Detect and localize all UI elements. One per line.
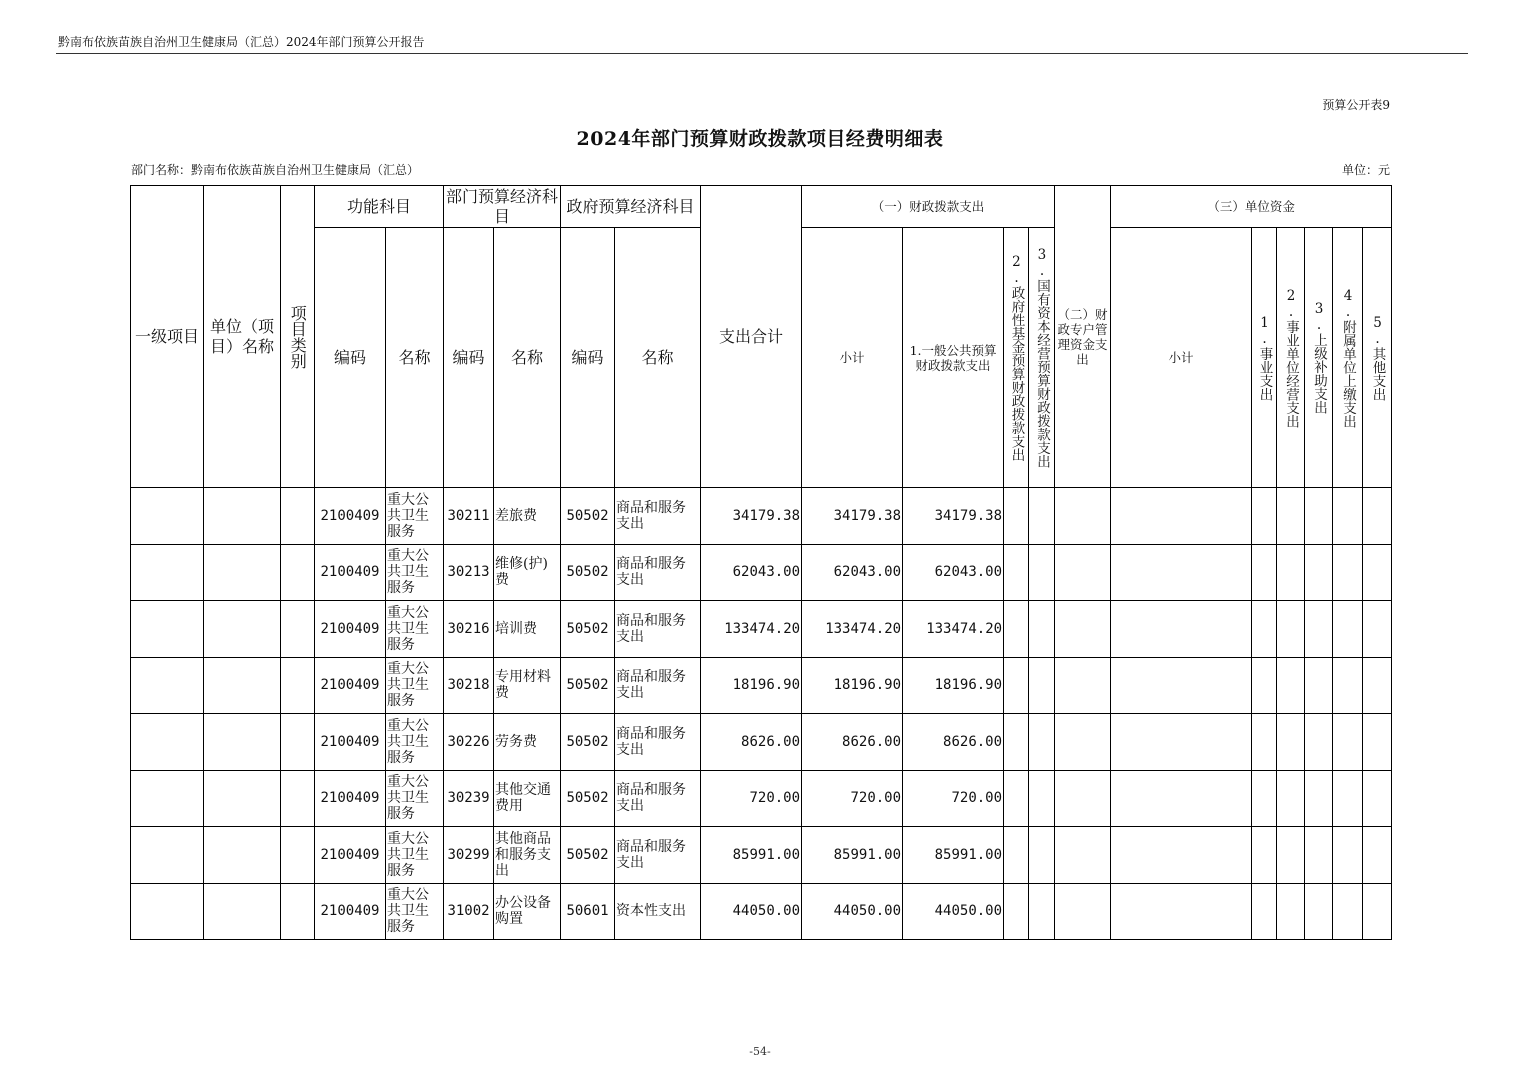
cell-business-exp: [1277, 714, 1305, 771]
cell-unit-subtotal: [1111, 601, 1252, 658]
cell-func-name: 重大公共卫生服务: [386, 770, 444, 827]
header-dept-name: 名称: [494, 228, 561, 488]
budget-table: [130, 185, 1392, 940]
cell-dept-name: 培训费: [494, 601, 561, 658]
cell-gov-code: 50502: [561, 601, 615, 658]
cell-dept-code: 30213: [444, 544, 494, 601]
cell-unit-subtotal: [1111, 488, 1252, 545]
cell-func-code: 2100409: [315, 827, 386, 884]
cell-project-type: [281, 714, 315, 771]
cell-unit-name: [204, 544, 281, 601]
cell-func-code: 2100409: [315, 883, 386, 940]
cell-state-capital: [1029, 657, 1055, 714]
cell-subsidy-exp: [1305, 827, 1333, 884]
table-row: [131, 488, 1392, 545]
cell-unit-subtotal: [1111, 770, 1252, 827]
header-unit-name: 单位（项目）名称: [204, 186, 281, 488]
header-rule: [56, 53, 1468, 54]
cell-gov-name: 商品和服务支出: [615, 601, 701, 658]
header-function-subject: 功能科目: [315, 186, 444, 228]
cell-special-mgmt: [1055, 544, 1111, 601]
cell-level1-project: [131, 601, 204, 658]
cell-gov-name: 资本性支出: [615, 883, 701, 940]
page-title: 2024年部门预算财政拨款项目经费明细表: [576, 128, 944, 150]
cell-func-name: 重大公共卫生服务: [386, 544, 444, 601]
table-row: [131, 544, 1392, 601]
cell-dept-name: 其他商品和服务支出: [494, 827, 561, 884]
cell-other-exp: [1363, 770, 1392, 827]
cell-dept-code: 30226: [444, 714, 494, 771]
cell-gov-fund: [1004, 827, 1029, 884]
cell-other-exp: [1363, 488, 1392, 545]
cell-subsidy-exp: [1305, 657, 1333, 714]
cell-business-exp: [1277, 601, 1305, 658]
cell-affiliate-exp: [1333, 488, 1363, 545]
cell-gov-fund: [1004, 770, 1029, 827]
cell-affiliate-exp: [1333, 544, 1363, 601]
cell-subsidy-exp: [1305, 601, 1333, 658]
cell-gov-fund: [1004, 883, 1029, 940]
cell-subsidy-exp: [1305, 488, 1333, 545]
cell-gov-fund: [1004, 657, 1029, 714]
cell-project-type: [281, 601, 315, 658]
cell-dept-name: 维修(护)费: [494, 544, 561, 601]
cell-career-exp: [1252, 883, 1277, 940]
cell-unit-name: [204, 714, 281, 771]
cell-general-budget: 62043.00: [903, 544, 1004, 601]
cell-unit-subtotal: [1111, 883, 1252, 940]
header-unit-subtotal: 小计: [1111, 228, 1252, 488]
cell-unit-subtotal: [1111, 544, 1252, 601]
cell-other-exp: [1363, 601, 1392, 658]
cell-gov-name: 商品和服务支出: [615, 657, 701, 714]
table-code: 预算公开表9: [1322, 98, 1390, 112]
cell-gov-name: 商品和服务支出: [615, 488, 701, 545]
cell-dept-name: 差旅费: [494, 488, 561, 545]
cell-dept-code: 30299: [444, 827, 494, 884]
cell-affiliate-exp: [1333, 714, 1363, 771]
cell-total: 133474.20: [701, 601, 802, 658]
cell-project-type: [281, 488, 315, 545]
header-business-exp: 2.事业单位经营支出: [1277, 228, 1305, 488]
header-level1-project: 一级项目: [131, 186, 204, 488]
cell-gov-code: 50502: [561, 544, 615, 601]
header-gov-econ-subject: 政府预算经济科目: [561, 186, 701, 228]
cell-func-name: 重大公共卫生服务: [386, 714, 444, 771]
cell-total: 62043.00: [701, 544, 802, 601]
cell-business-exp: [1277, 544, 1305, 601]
cell-func-name: 重大公共卫生服务: [386, 827, 444, 884]
cell-fiscal-subtotal: 34179.38: [802, 488, 903, 545]
cell-business-exp: [1277, 657, 1305, 714]
cell-level1-project: [131, 714, 204, 771]
cell-business-exp: [1277, 488, 1305, 545]
cell-gov-fund: [1004, 488, 1029, 545]
cell-unit-name: [204, 488, 281, 545]
cell-level1-project: [131, 770, 204, 827]
cell-func-name: 重大公共卫生服务: [386, 488, 444, 545]
cell-gov-code: 50502: [561, 657, 615, 714]
cell-state-capital: [1029, 601, 1055, 658]
cell-general-budget: 133474.20: [903, 601, 1004, 658]
department-name: 部门名称：黔南布依族苗族自治州卫生健康局（汇总）: [131, 163, 420, 177]
cell-level1-project: [131, 883, 204, 940]
cell-total: 8626.00: [701, 714, 802, 771]
cell-total: 44050.00: [701, 883, 802, 940]
cell-career-exp: [1252, 657, 1277, 714]
cell-total: 18196.90: [701, 657, 802, 714]
table-row: [131, 770, 1392, 827]
cell-dept-name: 专用材料费: [494, 657, 561, 714]
cell-gov-fund: [1004, 544, 1029, 601]
cell-fiscal-subtotal: 18196.90: [802, 657, 903, 714]
cell-fiscal-subtotal: 85991.00: [802, 827, 903, 884]
cell-total: 34179.38: [701, 488, 802, 545]
header-fiscal-group: （一）财政拨款支出: [802, 186, 1055, 228]
table-row: [131, 714, 1392, 771]
header-func-code: 编码: [315, 228, 386, 488]
cell-total: 720.00: [701, 770, 802, 827]
header-state-capital: 3.国有资本经营预算财政拨款支出: [1029, 228, 1055, 488]
cell-level1-project: [131, 544, 204, 601]
cell-gov-name: 商品和服务支出: [615, 714, 701, 771]
cell-general-budget: 8626.00: [903, 714, 1004, 771]
page-number: -54-: [749, 1045, 771, 1058]
cell-unit-subtotal: [1111, 714, 1252, 771]
cell-unit-name: [204, 657, 281, 714]
header-fiscal-subtotal: 小计: [802, 228, 903, 488]
cell-func-code: 2100409: [315, 657, 386, 714]
cell-special-mgmt: [1055, 714, 1111, 771]
cell-subsidy-exp: [1305, 544, 1333, 601]
cell-func-code: 2100409: [315, 714, 386, 771]
cell-gov-fund: [1004, 601, 1029, 658]
cell-func-code: 2100409: [315, 544, 386, 601]
cell-other-exp: [1363, 827, 1392, 884]
cell-unit-name: [204, 827, 281, 884]
table-row: [131, 601, 1392, 658]
header-dept-econ-subject: 部门预算经济科目: [444, 186, 561, 228]
cell-dept-code: 30211: [444, 488, 494, 545]
header-career-exp: 1.事业支出: [1252, 228, 1277, 488]
cell-general-budget: 720.00: [903, 770, 1004, 827]
cell-func-name: 重大公共卫生服务: [386, 883, 444, 940]
cell-gov-code: 50502: [561, 827, 615, 884]
cell-project-type: [281, 883, 315, 940]
header-special-mgmt: （二）财政专户管理资金支出: [1055, 186, 1111, 488]
cell-career-exp: [1252, 770, 1277, 827]
cell-gov-fund: [1004, 714, 1029, 771]
cell-gov-code: 50502: [561, 714, 615, 771]
cell-gov-code: 50601: [561, 883, 615, 940]
cell-level1-project: [131, 488, 204, 545]
header-total: 支出合计: [701, 186, 802, 488]
cell-special-mgmt: [1055, 657, 1111, 714]
cell-business-exp: [1277, 883, 1305, 940]
cell-dept-code: 30216: [444, 601, 494, 658]
cell-affiliate-exp: [1333, 770, 1363, 827]
header-project-type: 项目类别: [281, 186, 315, 488]
header-general-budget: 1.一般公共预算财政拨款支出: [903, 228, 1004, 488]
cell-business-exp: [1277, 770, 1305, 827]
cell-unit-name: [204, 601, 281, 658]
cell-dept-code: 30218: [444, 657, 494, 714]
cell-general-budget: 85991.00: [903, 827, 1004, 884]
header-unit-funds-group: （三）单位资金: [1111, 186, 1392, 228]
header-other-exp: 5.其他支出: [1363, 228, 1392, 488]
cell-special-mgmt: [1055, 883, 1111, 940]
cell-unit-name: [204, 770, 281, 827]
cell-dept-code: 31002: [444, 883, 494, 940]
cell-state-capital: [1029, 827, 1055, 884]
cell-dept-code: 30239: [444, 770, 494, 827]
cell-special-mgmt: [1055, 827, 1111, 884]
header-gov-name: 名称: [615, 228, 701, 488]
cell-state-capital: [1029, 488, 1055, 545]
cell-gov-code: 50502: [561, 488, 615, 545]
cell-state-capital: [1029, 714, 1055, 771]
cell-project-type: [281, 657, 315, 714]
table-row: [131, 657, 1392, 714]
cell-level1-project: [131, 657, 204, 714]
cell-fiscal-subtotal: 720.00: [802, 770, 903, 827]
cell-career-exp: [1252, 488, 1277, 545]
table-body: [131, 488, 1392, 940]
cell-affiliate-exp: [1333, 657, 1363, 714]
header-affiliate-exp: 4.附属单位上缴支出: [1333, 228, 1363, 488]
header-gov-fund: 2.政府性基金预算财政拨款支出: [1004, 228, 1029, 488]
cell-fiscal-subtotal: 133474.20: [802, 601, 903, 658]
cell-subsidy-exp: [1305, 883, 1333, 940]
cell-func-name: 重大公共卫生服务: [386, 601, 444, 658]
cell-subsidy-exp: [1305, 714, 1333, 771]
unit-label: 单位：元: [1341, 163, 1390, 177]
cell-dept-name: 办公设备购置: [494, 883, 561, 940]
header-func-name: 名称: [386, 228, 444, 488]
cell-subsidy-exp: [1305, 770, 1333, 827]
cell-other-exp: [1363, 657, 1392, 714]
cell-affiliate-exp: [1333, 827, 1363, 884]
header-dept-code: 编码: [444, 228, 494, 488]
cell-unit-subtotal: [1111, 827, 1252, 884]
cell-func-code: 2100409: [315, 770, 386, 827]
cell-gov-name: 商品和服务支出: [615, 770, 701, 827]
cell-other-exp: [1363, 544, 1392, 601]
cell-unit-name: [204, 883, 281, 940]
cell-state-capital: [1029, 883, 1055, 940]
cell-func-name: 重大公共卫生服务: [386, 657, 444, 714]
cell-dept-name: 其他交通费用: [494, 770, 561, 827]
header-gov-code: 编码: [561, 228, 615, 488]
cell-fiscal-subtotal: 62043.00: [802, 544, 903, 601]
cell-func-code: 2100409: [315, 601, 386, 658]
cell-general-budget: 34179.38: [903, 488, 1004, 545]
cell-gov-code: 50502: [561, 770, 615, 827]
cell-general-budget: 18196.90: [903, 657, 1004, 714]
cell-special-mgmt: [1055, 601, 1111, 658]
cell-project-type: [281, 770, 315, 827]
cell-other-exp: [1363, 883, 1392, 940]
cell-level1-project: [131, 827, 204, 884]
cell-gov-name: 商品和服务支出: [615, 544, 701, 601]
cell-career-exp: [1252, 827, 1277, 884]
cell-fiscal-subtotal: 8626.00: [802, 714, 903, 771]
cell-state-capital: [1029, 770, 1055, 827]
cell-career-exp: [1252, 714, 1277, 771]
cell-gov-name: 商品和服务支出: [615, 827, 701, 884]
cell-other-exp: [1363, 714, 1392, 771]
cell-affiliate-exp: [1333, 601, 1363, 658]
table-row: [131, 883, 1392, 940]
cell-special-mgmt: [1055, 770, 1111, 827]
cell-business-exp: [1277, 827, 1305, 884]
table-row: [131, 827, 1392, 884]
cell-career-exp: [1252, 544, 1277, 601]
running-header: 黔南布依族苗族自治州卫生健康局（汇总）2024年部门预算公开报告: [58, 35, 425, 49]
cell-unit-subtotal: [1111, 657, 1252, 714]
cell-special-mgmt: [1055, 488, 1111, 545]
cell-dept-name: 劳务费: [494, 714, 561, 771]
cell-general-budget: 44050.00: [903, 883, 1004, 940]
cell-career-exp: [1252, 601, 1277, 658]
cell-fiscal-subtotal: 44050.00: [802, 883, 903, 940]
header-subsidy-exp: 3.上级补助支出: [1305, 228, 1333, 488]
cell-total: 85991.00: [701, 827, 802, 884]
cell-state-capital: [1029, 544, 1055, 601]
cell-project-type: [281, 827, 315, 884]
cell-affiliate-exp: [1333, 883, 1363, 940]
cell-func-code: 2100409: [315, 488, 386, 545]
cell-project-type: [281, 544, 315, 601]
